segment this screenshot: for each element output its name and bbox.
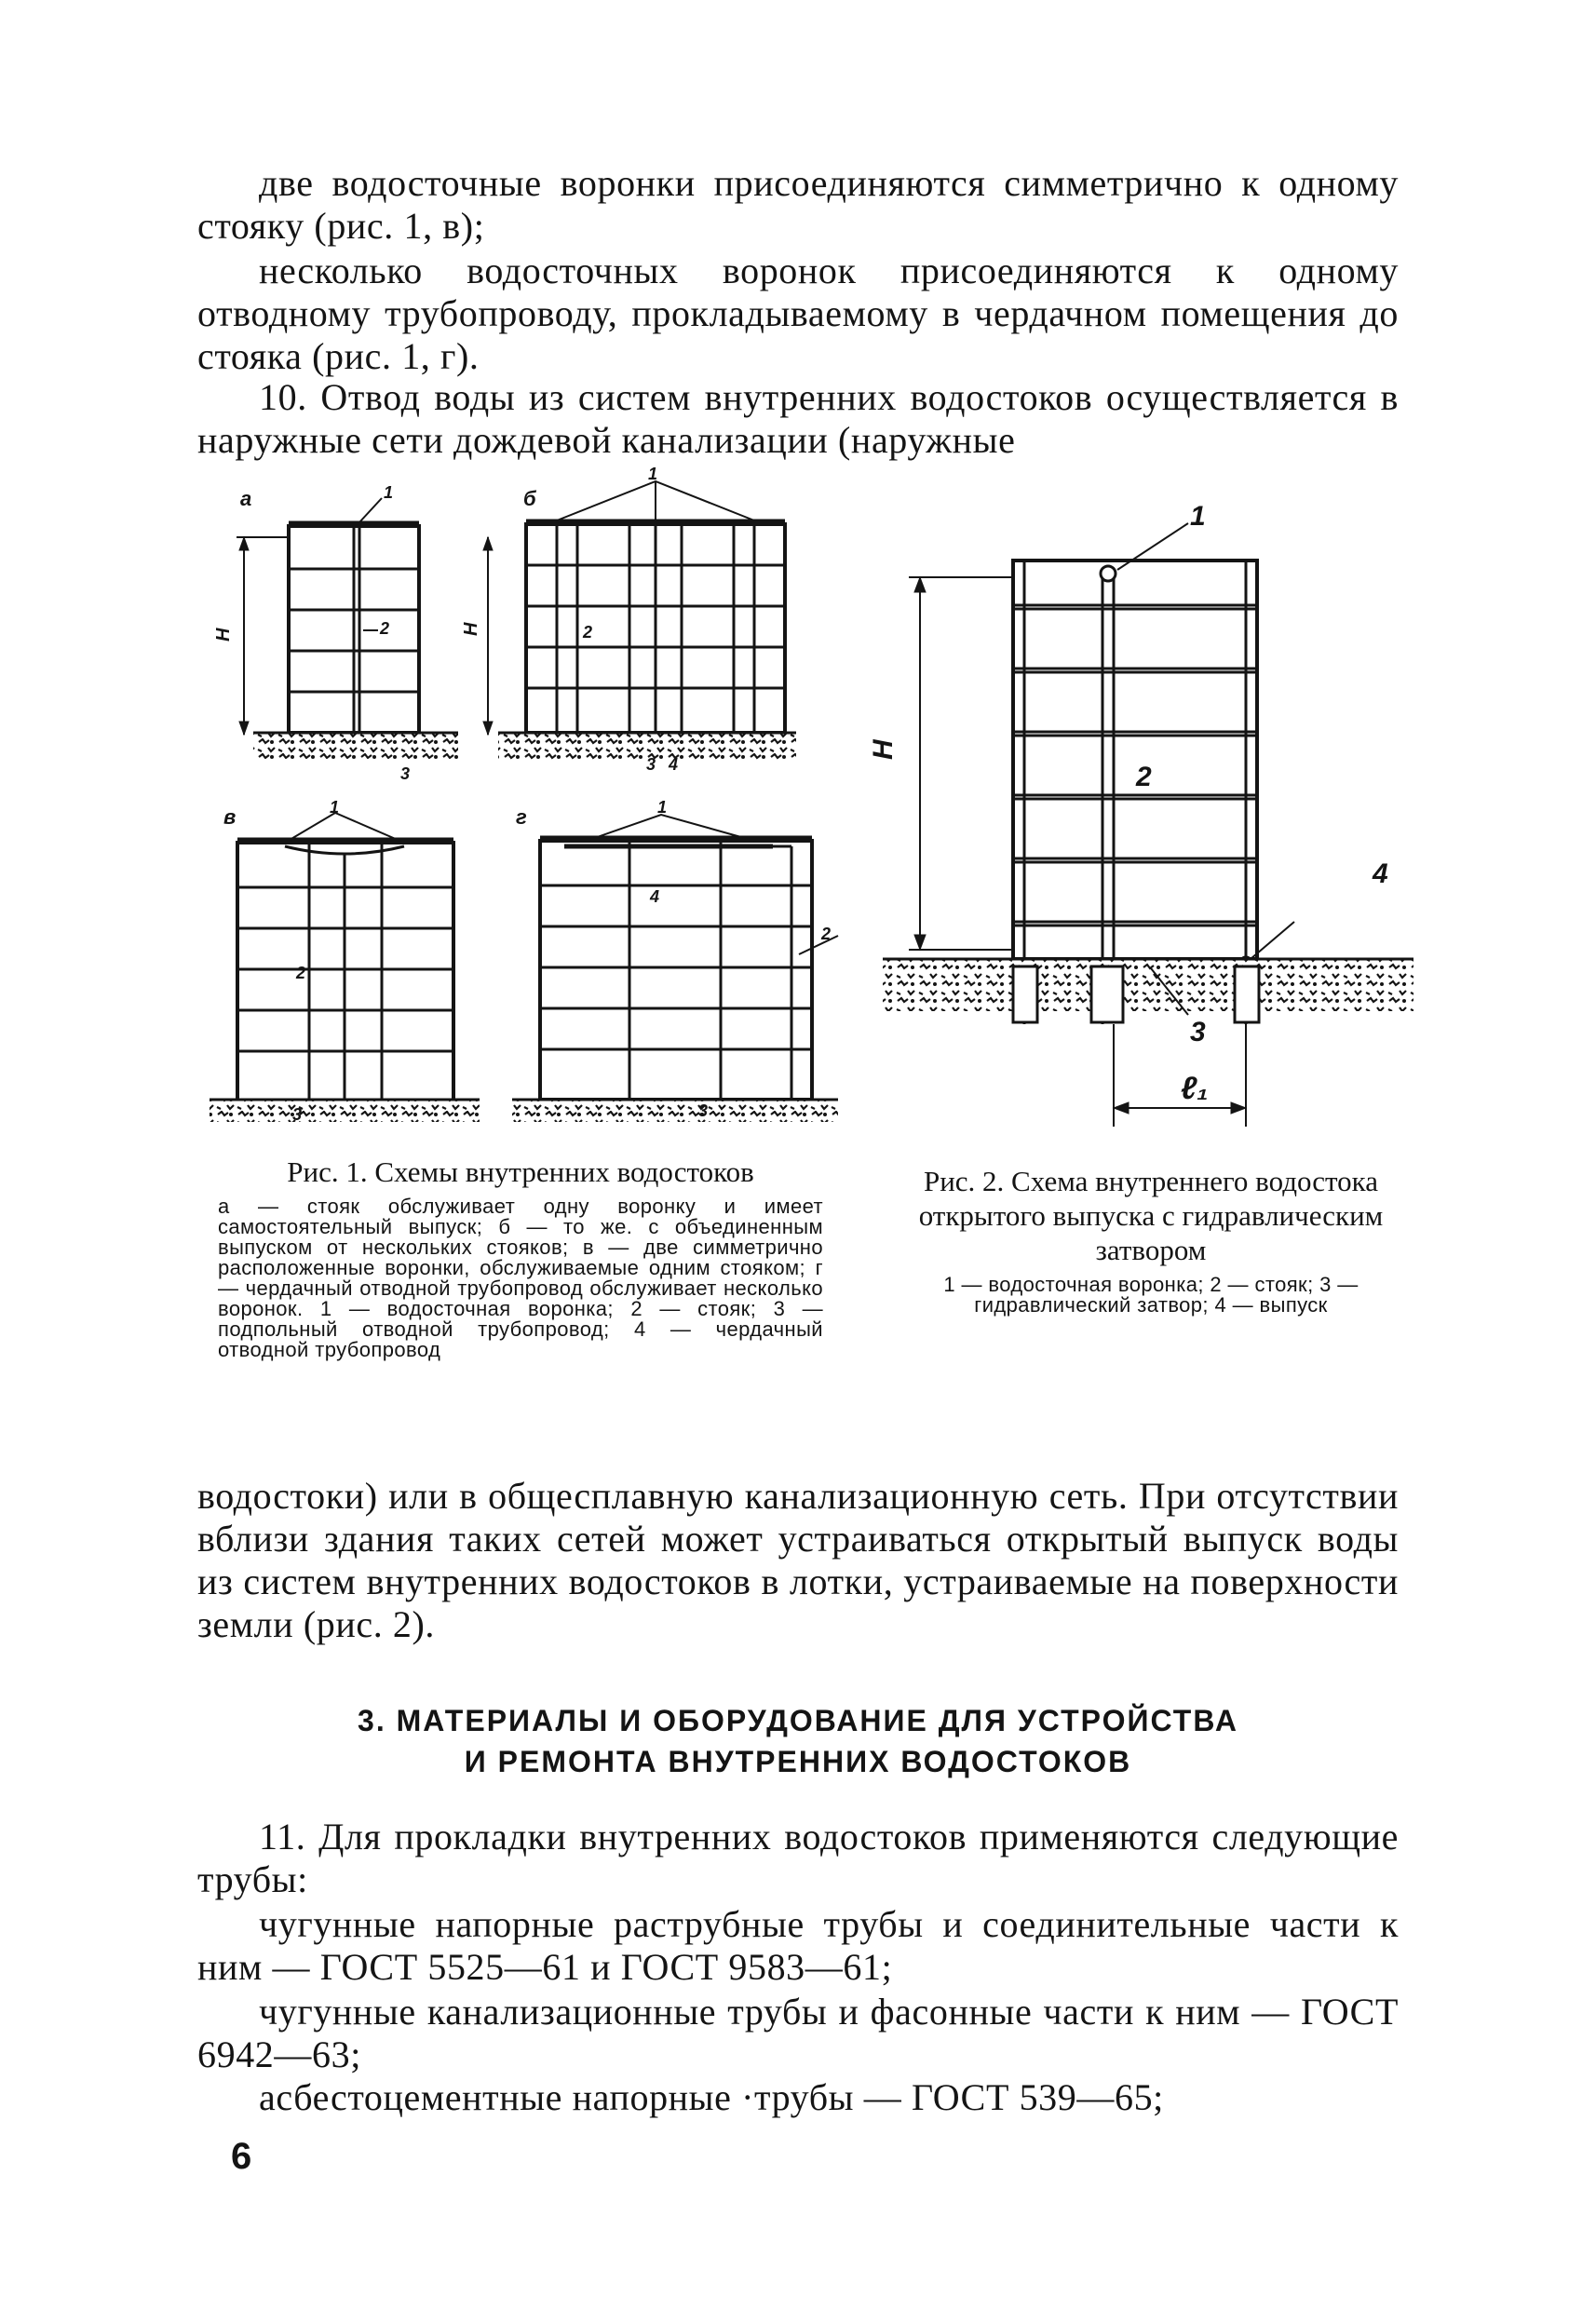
- fig1-callout-2g: 2: [821, 925, 832, 943]
- paragraph-p7: чугунные канализационные трубы и фасонные части к ним — ГОСТ 6942—63;: [197, 1991, 1399, 2075]
- fig1-callout-1a: 1: [384, 483, 394, 502]
- figure-2-caption-title: Рис. 2. Схема внутреннего водостока открытого выпуска с гидравлическим затвором: [918, 1165, 1384, 1266]
- fig1-height-label-a: H: [213, 628, 234, 642]
- figure-2-diagram: [868, 493, 1413, 1127]
- figure-2-caption-body: 1 — водосточная воронка; 2 — стояк; 3 — гидравлический затвор; 4 — выпуск: [943, 1273, 1359, 1317]
- fig2-callout-4: 4: [1373, 858, 1388, 889]
- paragraph-p4: водостоки) или в общесплавную канализационную сеть. При отсутствии вблизи здания таких сетей может устраиваться открытый выпуск воды из систем внутренних водостоков в лотки, устраиваемые на поверхности земли (рис. 2).: [197, 1475, 1399, 1645]
- fig1-callout-1v: 1: [330, 798, 340, 817]
- fig2-callout-1: 1: [1190, 501, 1206, 532]
- paragraph-p5: 11. Для прокладки внутренних водостоков применяются следующие трубы:: [197, 1816, 1399, 1900]
- paragraph-p3: 10. Отвод воды из систем внутренних водостоков осуществляется в наружные сети дождевой канализации (наружные: [197, 376, 1399, 461]
- fig2-callout-2: 2: [1136, 762, 1152, 792]
- figure-1-caption-body: а — стояк обслуживает одну воронку и имеет самостоятельный выпуск; б — то же. с объединенным выпуском от нескольких стояков; в — две симметрично расположенные воронки, обслуживаемые одним стояком; г — чердачный отводной трубопровод обслуживает несколько воронок. 1 — водосточная воронка; 2 — стояк; 3 — подпольный отводной трубопровод; 4 — чердачный отводной трубопровод: [218, 1195, 823, 1361]
- figure-1-caption-title: Рис. 1. Схемы внутренних водостоков: [287, 1155, 754, 1188]
- fig1-callout-1g: 1: [657, 798, 668, 817]
- fig1-callout-3b: 3: [646, 755, 656, 774]
- section-heading-line-1: 3. МАТЕРИАЛЫ И ОБОРУДОВАНИЕ ДЛЯ УСТРОЙСТВА: [358, 1704, 1238, 1737]
- fig1-callout-2v: 2: [296, 964, 306, 982]
- fig1-callout-4b: 4: [669, 755, 679, 774]
- figure-1-panel-g: [512, 815, 838, 1122]
- figure-1-caption: [218, 1155, 823, 1360]
- fig1-callout-3a: 3: [400, 764, 411, 783]
- panel-label-v: в: [223, 805, 237, 829]
- paragraph-p6: чугунные напорные раструбные трубы и соединительные части к ним — ГОСТ 5525—61 и ГОСТ 9583—61;: [197, 1903, 1399, 1988]
- section-heading-line-2: И РЕМОНТА ВНУТРЕННИХ ВОДОСТОКОВ: [464, 1745, 1132, 1778]
- fig1-height-label-b: H: [461, 622, 481, 636]
- fig2-distance-label: ℓ₁: [1181, 1071, 1209, 1106]
- panel-label-b: б: [523, 487, 536, 510]
- paragraph-p8: асбестоцементные напорные ·трубы — ГОСТ 539—65;: [259, 2076, 1164, 2118]
- figure-1-panel-a: [237, 498, 458, 759]
- figure-1-panel-b: [483, 481, 796, 761]
- page-number: 6: [231, 2136, 252, 2177]
- figure-1-panel-v: [210, 813, 480, 1122]
- fig2-callout-3: 3: [1190, 1017, 1206, 1047]
- fig1-callout-3g: 3: [698, 1101, 709, 1120]
- fig1-callout-1b: 1: [648, 465, 658, 483]
- fig2-height-label: H: [868, 739, 899, 760]
- fig1-callout-3v: 3: [292, 1105, 303, 1124]
- fig1-callout-2a: 2: [380, 619, 390, 638]
- fig1-callout-2b: 2: [583, 623, 593, 642]
- panel-label-a: а: [240, 487, 252, 510]
- figure-2-caption: [894, 1164, 1408, 1316]
- fig1-callout-4g: 4: [650, 887, 660, 906]
- paragraph-p2: несколько водосточных воронок присоединяются к одному отводному трубопроводу, прокладываемому в чердачном помещения до стояка (рис. 1, г).: [197, 250, 1399, 377]
- paragraph-p1: две водосточные воронки присоединяются симметрично к одному стояку (рис. 1, в);: [197, 162, 1399, 247]
- figure-1-diagram: [196, 465, 847, 1124]
- panel-label-g: г: [516, 805, 527, 829]
